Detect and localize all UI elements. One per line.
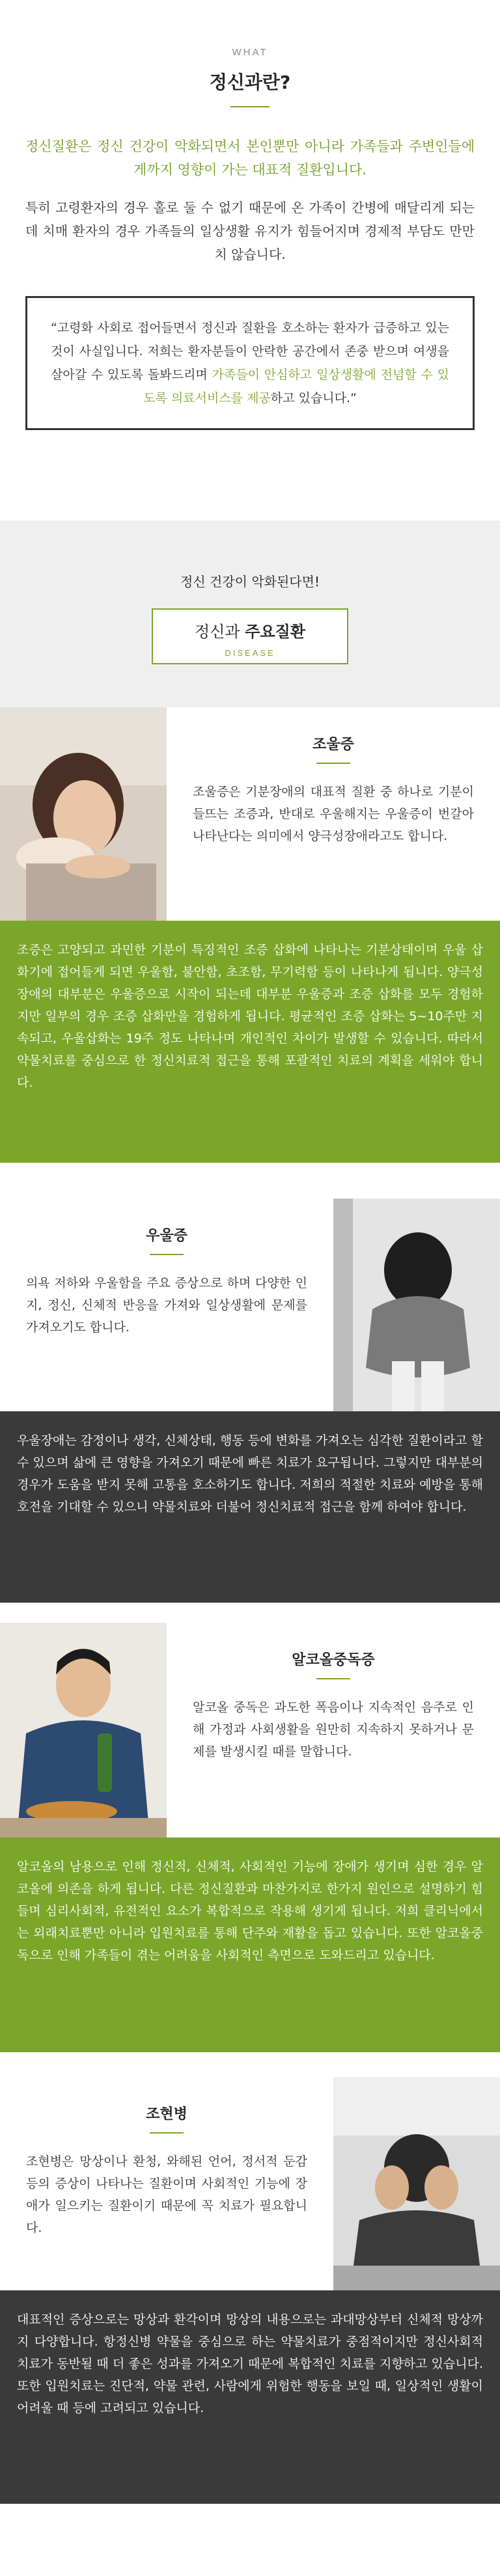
intro-box-english: DISEASE (225, 648, 275, 658)
section-gap (0, 1163, 500, 1199)
depression-title: 우울증 (146, 1228, 188, 1244)
quote-text-part2: 하고 있습니다.” (270, 391, 357, 405)
what-eyebrow: WHAT (232, 47, 268, 58)
alcoholism-title: 알코올중독증 (292, 1652, 375, 1668)
what-lead-text: 정신질환은 정신 건강이 악화되면서 본인뿐만 아니라 가족들과 주변인들에게까지 영향이 가는 대표적 질환입니다. (25, 139, 475, 178)
section-gap (0, 2052, 500, 2077)
schizophrenia-description (0, 2077, 333, 2290)
schizophrenia-photo (333, 2077, 500, 2290)
title-underline (230, 106, 270, 107)
depression-detail-panel: 우울장애는 감정이나 생각, 신체상태, 행동 등에 변화를 가져오는 심각한 질환이라고 할 수 있으며 삶에 큰 영향을 가져오기 때문에 빠른 치료가 요구됩니다. 그렇지만 대부분의 경우가 도움을 받지 못해 고통을 호소하기도 합니다. 저희의 적절한 치료와 예방을 통해 호전을 기대할 수 있으니 약물치료와 더불어 정신치료적 접근을 함께 하여야 합니다. (0, 1411, 500, 1603)
what-section (0, 0, 500, 521)
bipolar-summary: 조울증은 기분장애의 대표적 질환 중 하나로 기분이 들뜨는 조증과, 반대로 우울해지는 우울증이 번갈아 나타난다는 의미에서 양극성장애라고도 합니다. (193, 785, 474, 843)
disease-block-depression (0, 1199, 500, 1411)
quote-text-part1: “고령화 사회로 접어들면서 정신과 질환을 호소하는 환자가 급증하고 있는 것이 사실입니다. 저희는 환자분들이 안락한 공간에서 존중 받으며 여생을 살아갈 수 있도록 돌봐드리며 (51, 321, 449, 382)
schizophrenia-detail-panel: 대표적인 증상으로는 망상과 환각이며 망상의 내용으로는 과대망상부터 신체적 망상까지 다양합니다. 항정신병 약물을 중심으로 하는 약물치료가 중점적이지만 정신사회적 치료가 동반될 때 더 좋은 성과를 가져오기 때문에 복합적인 치료를 지향하고 있습니다. 또한 입원치료는 진단적, 약물 관련, 사람에게 위험한 행동을 보일 때, 일상적인 생활이 어려울 때 등에 고려되고 있습니다. (0, 2290, 500, 2504)
title-underline (150, 2132, 184, 2134)
title-underline (316, 1678, 350, 1679)
title-underline (316, 763, 350, 764)
intro-box-title (153, 619, 347, 642)
title-underline (150, 1254, 184, 1255)
intro-box-title-prefix: 정신과 (195, 623, 245, 641)
alcoholism-photo (0, 1623, 167, 1837)
page-bottom-space (0, 2504, 500, 2576)
alcoholism-detail-panel: 알코올의 남용으로 인해 정신적, 신체적, 사회적인 기능에 장애가 생기며 심한 경우 알코올에 의존을 하게 됩니다. 다른 정신질환과 마찬가지로 한가지 원인으로 설명하기 힘들며 심리사회적, 유전적인 요소가 복합적으로 작용해 생기게 됩니다. 저희 클리닉에서는 외래치료뿐만 아니라 입원치료를 통해 단주와 재활을 돕고 있습니다. 또한 알코올중독으로 인해 가족들이 겪는 어려움을 사회적인 측면으로 도와드리고 있습니다. (0, 1837, 500, 2052)
disease-block-bipolar (0, 707, 500, 921)
disease-intro-banner (0, 521, 500, 707)
disease-block-schizophrenia (0, 2077, 500, 2290)
bipolar-photo (0, 707, 167, 921)
section-gap (0, 1603, 500, 1623)
intro-title-box (152, 608, 348, 664)
intro-subtitle: 정신 건강이 악화된다면! (180, 574, 320, 590)
quote-box (25, 296, 475, 430)
depression-photo (333, 1199, 500, 1411)
disease-block-alcoholism (0, 1623, 500, 1837)
alcoholism-summary: 알코올 중독은 과도한 폭음이나 지속적인 음주로 인해 가정과 사회생활을 원만히 지속하지 못하거나 문제를 발생시킬 때를 말합니다. (193, 1700, 474, 1759)
bipolar-detail-panel: 조증은 고양되고 과민한 기분이 특징적인 조증 삽화에 나타나는 기분상태이며 우울 삽화기에 접어들게 되면 우울함, 불안함, 초조함, 무기력함 등이 나타나게 됩니다. 양극성장애의 대부분은 우울증으로 시작이 되는데 대부분 우울증과 조증 삽화를 모두 경험하지만 일부의 경우 조증 삽화만을 경험하게 됩니다. 평균적인 조증 삽화는 5~10주만 지속되고, 우울삽화는 19주 정도 나타나며 개인적인 차이가 발생할 수 있습니다. 따라서 약물치료를 중심으로 한 정신치료적 접근을 통해 포괄적인 치료의 계획을 세워야 합니다. (0, 921, 500, 1163)
bipolar-description (167, 707, 500, 921)
schizophrenia-title: 조현병 (146, 2106, 188, 2122)
quote-text-highlight: 가족들이 안심하고 일상생활에 전념할 수 있도록 의료서비스를 제공 (143, 368, 449, 405)
depression-summary: 의욕 저하와 우울함을 주요 증상으로 하며 다양한 인지, 정신, 신체적 반응을 가져와 일상생활에 문제를 가져오기도 합니다. (26, 1276, 307, 1335)
page-title: 정신과란? (209, 72, 291, 93)
intro-box-title-bold: 주요질환 (245, 623, 305, 641)
bipolar-title: 조울증 (312, 737, 354, 753)
schizophrenia-summary: 조현병은 망상이나 환청, 와해된 언어, 정서적 둔감 등의 증상이 나타나는 질환이며 사회적인 기능에 장애가 일으키는 질환이기 때문에 꼭 치료가 필요합니다. (26, 2154, 307, 2235)
alcoholism-description (167, 1623, 500, 1837)
what-body-text: 특히 고령환자의 경우 홀로 둘 수 없기 때문에 온 가족이 간병에 매달리게 되는데 치매 환자의 경우 가족들의 일상생활 유지가 힘들어지며 경제적 부담도 만만치 않습니다. (25, 200, 475, 262)
depression-description (0, 1199, 333, 1411)
